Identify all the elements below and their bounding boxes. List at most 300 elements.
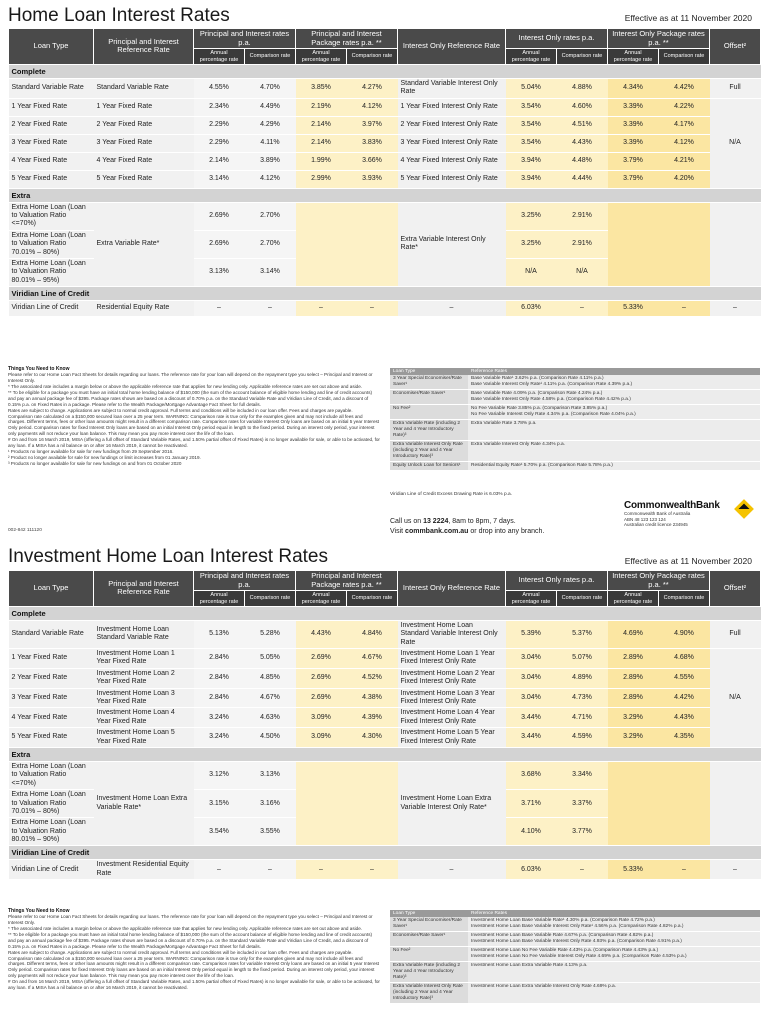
- rate-cell: 4.21%: [659, 152, 710, 170]
- rate-cell: 4.49%: [245, 98, 296, 116]
- table-row: [9, 708, 761, 728]
- rate-cell: –: [347, 860, 398, 880]
- table-row: [9, 668, 761, 688]
- pi-reference-cell: Investment Home Loan 5 Year Fixed Rate: [94, 728, 194, 748]
- rate-cell: –: [659, 860, 710, 880]
- io-reference-cell: Investment Home Loan 5 Year Fixed Interest Only Rate: [398, 728, 506, 748]
- note-paragraph: # On and from 16 March 2019, MISA (offering a full offset of Standard Variable Rates, and 1.50% partial offset of Fixed Rates) is no longer available for sale, or able to be activated, for any loan. If a MISA has a nil balance on or after 16 March 2019, it cannot be reactivated.: [8, 979, 380, 990]
- rate-cell: 4.52%: [347, 668, 398, 688]
- rate-cell: 3.13%: [194, 259, 245, 287]
- loan-type-cell: 4 Year Fixed Rate: [9, 708, 94, 728]
- loan-type-cell: Extra Home Loan (Loan to Valuation Ratio <=70%): [9, 202, 94, 230]
- header-pi-reference: Principal and Interest Reference Rate: [94, 571, 194, 607]
- rate-cell: 4.10%: [506, 818, 557, 846]
- pi-reference-cell: Extra Variable Rate*: [94, 202, 194, 287]
- rate-cell: 4.70%: [245, 78, 296, 98]
- loan-type-cell: 3 Year Fixed Rate: [9, 134, 94, 152]
- ref-rate-line: Investment Home Loan Extra Variable Rate 4.13% p.a.: [471, 962, 588, 968]
- header-comparison-rate: Comparison rate: [347, 591, 398, 607]
- ref-rate-line: Investment Home Loan Base Variable Rate¹ 4.30% p.a. (Comparison Rate 4.72% p.a.): [471, 918, 655, 923]
- table-row: [9, 688, 761, 708]
- header-comparison-rate: Comparison rate: [659, 591, 710, 607]
- rate-cell: 3.77%: [557, 818, 608, 846]
- ref-header-reference-rates: Reference Rates: [468, 910, 760, 917]
- loan-type-cell: 4 Year Fixed Rate: [9, 152, 94, 170]
- rate-cell: 5.13%: [194, 620, 245, 648]
- ref-rate-cell: [468, 375, 760, 389]
- rate-cell: 4.67%: [245, 688, 296, 708]
- rate-cell: –: [557, 860, 608, 880]
- ref-table-row: [390, 961, 760, 982]
- rate-cell: 6.03%: [506, 860, 557, 880]
- rate-cell: 3.55%: [245, 818, 296, 846]
- header-comparison-rate: Comparison rate: [245, 49, 296, 65]
- header-loan-type: Loan Type: [9, 29, 94, 65]
- rate-cell: 4.12%: [245, 170, 296, 188]
- ref-table-row: [390, 917, 760, 931]
- rate-cell: 4.12%: [347, 98, 398, 116]
- brand-line-2: ABN 48 123 123 124: [624, 516, 666, 522]
- rate-cell: 4.35%: [659, 728, 710, 748]
- rate-cell: 2.70%: [245, 202, 296, 230]
- rate-cell: 3.14%: [245, 259, 296, 287]
- rate-cell: –: [296, 860, 347, 880]
- rate-cell: 2.19%: [296, 98, 347, 116]
- note-paragraph: * The associated rate includes a margin below or above the applicable reference rate that applies for new lending only. Applicable reference rates are set out above and aside.: [8, 926, 363, 932]
- header-io-reference: Interest Only Reference Rate: [398, 571, 506, 607]
- rate-cell: 4.43%: [557, 134, 608, 152]
- ref-table-row: [390, 440, 760, 461]
- header-pi-rates: Principal and Interest rates p.a.: [194, 571, 296, 591]
- io-reference-cell: 3 Year Fixed Interest Only Rate: [398, 134, 506, 152]
- rate-cell: –: [245, 301, 296, 317]
- rate-cell: 4.67%: [347, 649, 398, 669]
- rate-cell: 3.83%: [347, 134, 398, 152]
- ref-header-loan-type: Loan Type: [390, 910, 468, 917]
- rate-cell: 5.04%: [506, 78, 557, 98]
- rate-cell: 4.17%: [659, 116, 710, 134]
- rate-cell: 3.97%: [347, 116, 398, 134]
- viridian-group-label: Viridian Line of Credit: [9, 287, 761, 301]
- io-reference-cell: Investment Home Loan 4 Year Fixed Interest Only Rate: [398, 708, 506, 728]
- pi-reference-cell: Residential Equity Rate: [94, 301, 194, 317]
- header-loan-type: Loan Type: [9, 571, 94, 607]
- header-annual-rate: Annual percentage rate: [608, 591, 659, 607]
- rate-cell: 3.54%: [194, 818, 245, 846]
- ref-rate-line: Base Variable Rate¹ 3.62% p.a. (Comparison Rate 4.11% p.a.): [471, 376, 604, 381]
- empty-cell: [608, 761, 659, 846]
- ref-loan-type-cell: No Fee²: [390, 404, 468, 419]
- rate-cell: 5.33%: [608, 301, 659, 317]
- io-reference-cell: 4 Year Fixed Interest Only Rate: [398, 152, 506, 170]
- loan-type-cell: Viridian Line of Credit: [9, 860, 94, 880]
- header-annual-rate: Annual percentage rate: [296, 591, 347, 607]
- loan-type-cell: 2 Year Fixed Rate: [9, 668, 94, 688]
- rate-cell: 3.71%: [506, 790, 557, 818]
- rate-cell: 3.15%: [194, 790, 245, 818]
- home-effective-date: Effective as at 11 November 2020: [624, 13, 752, 23]
- io-reference-cell: Investment Home Loan 3 Year Fixed Interest Only Rate: [398, 688, 506, 708]
- table-row: [9, 301, 761, 317]
- table-row: [9, 620, 761, 648]
- io-reference-cell: Investment Home Loan Extra Variable Interest Only Rate*: [398, 761, 506, 846]
- offset-cell: [710, 202, 761, 287]
- ref-rate-cell: [468, 961, 760, 982]
- rate-cell: 2.69%: [194, 230, 245, 258]
- rate-cell: 4.12%: [659, 134, 710, 152]
- rate-cell: 3.13%: [245, 761, 296, 789]
- loan-type-cell: 1 Year Fixed Rate: [9, 649, 94, 669]
- ref-rate-cell: [468, 917, 760, 931]
- rate-cell: 4.11%: [245, 134, 296, 152]
- call-number[interactable]: 13 2224: [423, 518, 449, 525]
- ref-table-row: [390, 419, 760, 440]
- header-annual-rate: Annual percentage rate: [608, 49, 659, 65]
- rate-cell: –: [296, 301, 347, 317]
- loan-type-cell: Extra Home Loan (Loan to Valuation Ratio 80.01% – 95%): [9, 259, 94, 287]
- rate-cell: 3.04%: [506, 688, 557, 708]
- ref-rate-line: Extra Variable Interest Only Rate 4.34% p.a.: [471, 441, 566, 447]
- rate-cell: 2.14%: [296, 134, 347, 152]
- rate-cell: –: [659, 301, 710, 317]
- io-reference-cell: Standard Variable Interest Only Rate: [398, 78, 506, 98]
- note-paragraph: ³ Products no longer available for sale for new fundings on and from 01 October 2020: [8, 460, 182, 466]
- pi-reference-cell: 4 Year Fixed Rate: [94, 152, 194, 170]
- complete-group-row: [9, 64, 761, 78]
- invest-title: Investment Home Loan Interest Rates: [8, 546, 328, 567]
- rate-cell: 2.69%: [194, 202, 245, 230]
- pi-reference-cell: Standard Variable Rate: [94, 78, 194, 98]
- rate-cell: 4.27%: [347, 78, 398, 98]
- io-reference-cell: 2 Year Fixed Interest Only Rate: [398, 116, 506, 134]
- rate-cell: 3.39%: [608, 134, 659, 152]
- rate-cell: 2.84%: [194, 688, 245, 708]
- invest-reference-rates-table: [390, 910, 760, 1004]
- rate-cell: 4.30%: [347, 728, 398, 748]
- header-comparison-rate: Comparison rate: [347, 49, 398, 65]
- header-comparison-rate: Comparison rate: [557, 591, 608, 607]
- table-row: [9, 761, 761, 789]
- visit-suffix: or drop into any branch.: [468, 528, 545, 536]
- loan-type-cell: Extra Home Loan (Loan to Valuation Ratio 70.01% – 80%): [9, 230, 94, 258]
- ref-rate-cell: [468, 419, 760, 440]
- header-io-rates: Interest Only rates p.a.: [506, 29, 608, 49]
- ref-table-row: [390, 404, 760, 419]
- rate-cell: 2.99%: [296, 170, 347, 188]
- rate-cell: 4.71%: [557, 708, 608, 728]
- offset-cell: –: [710, 860, 761, 880]
- note-paragraph: ** To be eligible for a package you must have an initial total home lending balance of $150,000 (the sum of the account balance of eligible home lending and line of credit accounts) and pay an annual package fee of $395. Package rates shown are based on a discount of 0.70% p.a. on the Standard Variable Rate and Viridian Line of Credit, and a discount of 0.15% p.a. on Fixed Rates in a package. Please refer to the Wealth Package/Mortgage Advantage Fact Sheet for full details.: [8, 932, 373, 949]
- loan-type-cell: 1 Year Fixed Rate: [9, 98, 94, 116]
- note-paragraph: Please refer to our Home Loan Fact Sheets for details regarding our loans. The reference rate for your loan will depend on the repayment type you select – Principal and Interest or Interest Only.: [8, 914, 373, 926]
- empty-cell: [659, 202, 710, 287]
- rate-cell: 3.54%: [506, 134, 557, 152]
- rate-cell: 5.37%: [557, 620, 608, 648]
- note-paragraph: Comparison rate calculated on a $150,000 secured loan over a 25 year term. WARNING: Comparison rate is true only for the examples given and may not include all fees and charges. Different terms, fees or other loan amounts might result in a different comparison rate. Comparison rates for variable Interest Only loans are based on an initial 5 year Interest Only period. Comparison rates for fixed Interest Only loans are based on an initial Interest Only period equal in length to the fixed period. During an interest only period, your interest only payments will not reduce your loan balance. This may mean you pay more interest over the life of the loan.: [8, 413, 380, 437]
- note-paragraph: * The associated rate includes a margin below or above the applicable reference rate that applies for new lending only. Applicable reference rates are set out above and aside.: [8, 384, 363, 390]
- ref-loan-type-cell: Extra Variable Interest Only Rate (including 2 Year and 4 Year Introductory Rate)³: [390, 440, 468, 461]
- complete-group-label: Complete: [9, 64, 761, 78]
- io-reference-cell: –: [398, 860, 506, 880]
- rate-cell: –: [194, 860, 245, 880]
- rate-cell: –: [245, 860, 296, 880]
- rate-cell: 4.50%: [245, 728, 296, 748]
- header-offset: Offset²: [710, 29, 761, 65]
- rate-cell: 3.79%: [608, 152, 659, 170]
- contact-info: [390, 517, 544, 537]
- rate-cell: 2.69%: [296, 688, 347, 708]
- header-annual-rate: Annual percentage rate: [506, 591, 557, 607]
- website-link[interactable]: commbank.com.au: [405, 528, 469, 536]
- rate-cell: 3.54%: [506, 116, 557, 134]
- rate-cell: 3.37%: [557, 790, 608, 818]
- pi-reference-cell: Investment Home Loan 1 Year Fixed Rate: [94, 649, 194, 669]
- note-paragraph: Rates are subject to change. Applications are subject to normal credit approval. Full terms and conditions will be included in our loan offer. Fees and charges are payable.: [8, 949, 353, 955]
- pi-reference-cell: 1 Year Fixed Rate: [94, 98, 194, 116]
- extra-group-label: Extra: [9, 747, 761, 761]
- rate-cell: 3.79%: [608, 170, 659, 188]
- rate-cell: 2.89%: [608, 668, 659, 688]
- rate-cell: 2.70%: [245, 230, 296, 258]
- rate-cell: 2.29%: [194, 116, 245, 134]
- pi-reference-cell: Investment Home Loan Standard Variable Rate: [94, 620, 194, 648]
- rate-cell: 4.20%: [659, 170, 710, 188]
- note-paragraph: ¹ Products no longer available for sale for new fundings from 29 September 2016.: [8, 448, 174, 454]
- rate-cell: 4.63%: [245, 708, 296, 728]
- extra-group-row: [9, 747, 761, 761]
- rate-cell: 6.03%: [506, 301, 557, 317]
- rate-cell: 4.51%: [557, 116, 608, 134]
- header-io-rates: Interest Only rates p.a.: [506, 571, 608, 591]
- rate-cell: 2.14%: [296, 116, 347, 134]
- loan-type-cell: Viridian Line of Credit: [9, 301, 94, 317]
- loan-type-cell: 2 Year Fixed Rate: [9, 116, 94, 134]
- rate-cell: 5.28%: [245, 620, 296, 648]
- rate-cell: 5.05%: [245, 649, 296, 669]
- rate-cell: 4.84%: [347, 620, 398, 648]
- loan-type-cell: Standard Variable Rate: [9, 78, 94, 98]
- rate-cell: 3.66%: [347, 152, 398, 170]
- rate-cell: 3.34%: [557, 761, 608, 789]
- ref-table-row: [390, 389, 760, 404]
- note-paragraph: # On and from 16 March 2019, MISA (offering a full offset of Standard Variable Rates, and 1.50% partial offset of Fixed Rates) is no longer available for sale, or able to be activated, for any loan. If a MISA has a nil balance on or after 16 March 2019, it cannot be reactivated.: [8, 437, 380, 448]
- rate-cell: 4.43%: [296, 620, 347, 648]
- rate-cell: N/A: [557, 259, 608, 287]
- home-notes: [8, 366, 380, 466]
- rate-cell: 3.04%: [506, 668, 557, 688]
- rate-cell: –: [194, 301, 245, 317]
- rate-cell: 3.09%: [296, 708, 347, 728]
- rate-cell: 2.29%: [194, 134, 245, 152]
- empty-cell: [296, 202, 347, 287]
- empty-cell: [347, 761, 398, 846]
- ref-rate-line: No Fee Variable Rate 3.85% p.a. (Comparison Rate 3.85% p.a.): [471, 405, 608, 411]
- loan-type-cell: 3 Year Fixed Rate: [9, 688, 94, 708]
- brand-line-3: Australian credit licence 234945: [624, 522, 688, 528]
- offset-cell: Full: [710, 620, 761, 648]
- ref-loan-type-cell: Extra Variable Rate (including 2 Year and 4 Year Introductory Rate)³: [390, 419, 468, 440]
- rate-cell: 4.55%: [194, 78, 245, 98]
- ref-loan-type-cell: 3 Year Special Economiser/Rate Saver¹: [390, 375, 468, 389]
- ref-table-row: [390, 982, 760, 1003]
- rate-cell: 4.60%: [557, 98, 608, 116]
- table-row: [9, 202, 761, 230]
- loan-type-cell: Extra Home Loan (Loan to Valuation Ratio <=70%): [9, 761, 94, 789]
- rate-cell: 3.04%: [506, 649, 557, 669]
- ref-rate-line: Investment Home Loan Base Variable Rate 4.67% p.a. (Comparison Rate 4.82% p.a.): [471, 932, 654, 938]
- home-reference-rates-table: [390, 368, 760, 471]
- rate-cell: 2.91%: [557, 230, 608, 258]
- note-paragraph: ² Product no longer available for sale for new fundings or limit increases from 01 January 2019.: [8, 454, 201, 460]
- io-reference-cell: Investment Home Loan 2 Year Fixed Interest Only Rate: [398, 668, 506, 688]
- rate-cell: 4.73%: [557, 688, 608, 708]
- ref-rate-line: Base Variable Interest Only Rate¹ 4.11% p.a. (Comparison Rate 4.39% p.a.): [471, 381, 633, 387]
- header-comparison-rate: Comparison rate: [245, 591, 296, 607]
- empty-cell: [296, 761, 347, 846]
- rate-cell: –: [347, 301, 398, 317]
- rate-cell: 3.68%: [506, 761, 557, 789]
- header-pi-package-rates: Principal and Interest Package rates p.a. **: [296, 571, 398, 591]
- loan-type-cell: 5 Year Fixed Rate: [9, 170, 94, 188]
- io-reference-cell: 1 Year Fixed Interest Only Rate: [398, 98, 506, 116]
- ref-rate-cell: [468, 931, 760, 946]
- header-annual-rate: Annual percentage rate: [194, 591, 245, 607]
- commbank-diamond-icon: [734, 499, 754, 519]
- io-reference-cell: Extra Variable Interest Only Rate*: [398, 202, 506, 287]
- extra-group-row: [9, 188, 761, 202]
- rate-cell: 3.29%: [608, 708, 659, 728]
- rate-cell: 5.07%: [557, 649, 608, 669]
- ref-rate-cell: [468, 982, 760, 1003]
- ref-rate-line: No Fee Variable Interest Only Rate 4.34% p.a. (Comparison Rate 4.04% p.a.): [471, 411, 636, 417]
- note-paragraph: ** To be eligible for a package you must have an initial total home lending balance of $150,000 (the sum of the account balance of eligible home lending and line of credit accounts) and pay an annual package fee of $395. Package rates shown are based on a discount of 0.70% p.a. on the Standard Variable Rate and Viridian Line of Credit, and a discount of 0.15% p.a. on Fixed Rates in a package. Please refer to the Wealth Package/Mortgage Advantage Fact Sheet for full details.: [8, 390, 373, 407]
- rate-cell: 4.42%: [659, 688, 710, 708]
- rate-cell: 3.12%: [194, 761, 245, 789]
- rate-cell: 2.89%: [608, 688, 659, 708]
- rate-cell: 2.69%: [296, 668, 347, 688]
- ref-loan-type-cell: No Fee²: [390, 946, 468, 961]
- call-suffix: , 8am to 8pm, 7 days.: [448, 518, 516, 525]
- rate-cell: 4.55%: [659, 668, 710, 688]
- viridian-group-row: [9, 846, 761, 860]
- header-annual-rate: Annual percentage rate: [506, 49, 557, 65]
- rate-cell: 3.39%: [608, 116, 659, 134]
- brand-line-1: Commonwealth Bank of Australia: [624, 511, 691, 516]
- pi-reference-cell: Investment Home Loan 2 Year Fixed Rate: [94, 668, 194, 688]
- ref-table-row: [390, 461, 760, 470]
- pi-reference-cell: 5 Year Fixed Rate: [94, 170, 194, 188]
- rate-cell: 3.39%: [608, 98, 659, 116]
- rate-cell: 4.39%: [347, 708, 398, 728]
- pi-reference-cell: 2 Year Fixed Rate: [94, 116, 194, 134]
- brand-name: CommonwealthBank: [624, 500, 720, 511]
- rate-cell: 3.24%: [194, 728, 245, 748]
- header-offset: Offset²: [710, 571, 761, 607]
- ref-rate-line: Extra Variable Rate 3.78% p.a.: [471, 420, 537, 426]
- rate-cell: 2.84%: [194, 668, 245, 688]
- ref-rate-cell: [468, 946, 760, 961]
- table-row: [9, 728, 761, 748]
- ref-loan-type-cell: Equity Unlock Loan for Seniors¹: [390, 461, 468, 470]
- ref-loan-type-cell: Economiser/Rate Saver¹: [390, 389, 468, 404]
- rate-cell: 3.93%: [347, 170, 398, 188]
- viridian-group-row: [9, 287, 761, 301]
- rate-cell: N/A: [506, 259, 557, 287]
- pi-reference-cell: Investment Home Loan 3 Year Fixed Rate: [94, 688, 194, 708]
- header-comparison-rate: Comparison rate: [659, 49, 710, 65]
- ref-rate-line: Investment Home Loan No Fee Variable Rate 4.43% p.a. (Comparison Rate 4.43% p.a.): [471, 947, 659, 953]
- rate-cell: 3.54%: [506, 98, 557, 116]
- ref-header-reference-rates: Reference Rates: [468, 368, 760, 375]
- table-row: [9, 860, 761, 880]
- call-prefix: Call us on: [390, 518, 424, 525]
- rate-cell: 3.09%: [296, 728, 347, 748]
- ref-rate-line: Base Variable Rate 4.09% p.a. (Comparison Rate 4.24% p.a.): [471, 390, 603, 396]
- rate-cell: 4.69%: [608, 620, 659, 648]
- rate-cell: 3.94%: [506, 152, 557, 170]
- rate-cell: 4.85%: [245, 668, 296, 688]
- pi-reference-cell: Investment Home Loan 4 Year Fixed Rate: [94, 708, 194, 728]
- rate-cell: 4.90%: [659, 620, 710, 648]
- empty-cell: [659, 761, 710, 846]
- empty-cell: [347, 202, 398, 287]
- ref-loan-type-cell: Economiser/Rate Saver¹: [390, 931, 468, 946]
- rate-cell: 5.39%: [506, 620, 557, 648]
- viridian-excess-note: Viridian Line of Credit Excess Drawing Rate is 6.03% p.a.: [390, 492, 513, 497]
- ref-rate-line: Investment Home Loan Base Variable Interest Only Rate¹ 4.56% p.a. (Comparison Rate 4.82% p.a.): [471, 923, 684, 929]
- viridian-group-label: Viridian Line of Credit: [9, 846, 761, 860]
- ref-rate-cell: [468, 404, 760, 419]
- ref-rate-line: Residential Equity Rate¹ 5.70% p.a. (Comparison Rate 5.78% p.a.): [471, 462, 613, 468]
- ref-loan-type-cell: 3 Year Special Economiser/Rate Saver¹: [390, 917, 468, 931]
- extra-group-label: Extra: [9, 188, 761, 202]
- complete-group-label: Complete: [9, 606, 761, 620]
- table-row: [9, 170, 761, 188]
- table-row: [9, 78, 761, 98]
- invest-rates-table: [8, 570, 761, 880]
- table-row: [9, 152, 761, 170]
- header-io-reference: Interest Only Reference Rate: [398, 29, 506, 65]
- note-paragraph: Rates are subject to change. Applications are subject to normal credit approval. Full terms and conditions will be included in our loan offer. Fees and charges are payable.: [8, 407, 353, 413]
- rate-cell: 1.99%: [296, 152, 347, 170]
- rate-cell: 2.89%: [608, 649, 659, 669]
- rate-cell: 2.69%: [296, 649, 347, 669]
- rate-cell: 4.44%: [557, 170, 608, 188]
- header-annual-rate: Annual percentage rate: [296, 49, 347, 65]
- rate-cell: 4.42%: [659, 78, 710, 98]
- rate-cell: 4.89%: [557, 668, 608, 688]
- offset-cell: –: [710, 301, 761, 317]
- rate-cell: 4.29%: [245, 116, 296, 134]
- rate-cell: 4.68%: [659, 649, 710, 669]
- rate-cell: 2.84%: [194, 649, 245, 669]
- rate-cell: 4.38%: [347, 688, 398, 708]
- invest-effective-date: Effective as at 11 November 2020: [624, 556, 752, 566]
- ref-table-row: [390, 931, 760, 946]
- header-comparison-rate: Comparison rate: [557, 49, 608, 65]
- header-pi-reference: Principal and Interest Reference Rate: [94, 29, 194, 65]
- rate-cell: 4.34%: [608, 78, 659, 98]
- complete-group-row: [9, 606, 761, 620]
- rate-cell: 3.85%: [296, 78, 347, 98]
- io-reference-cell: Investment Home Loan 1 Year Fixed Interest Only Rate: [398, 649, 506, 669]
- ref-loan-type-cell: Extra Variable Rate (including 2 Year and 4 Year Introductory Rate)³: [390, 961, 468, 982]
- rate-cell: 4.22%: [659, 98, 710, 116]
- visit-prefix: Visit: [390, 528, 406, 536]
- offset-cell: [710, 761, 761, 846]
- rate-cell: 3.14%: [194, 170, 245, 188]
- offset-cell: N/A: [710, 649, 761, 748]
